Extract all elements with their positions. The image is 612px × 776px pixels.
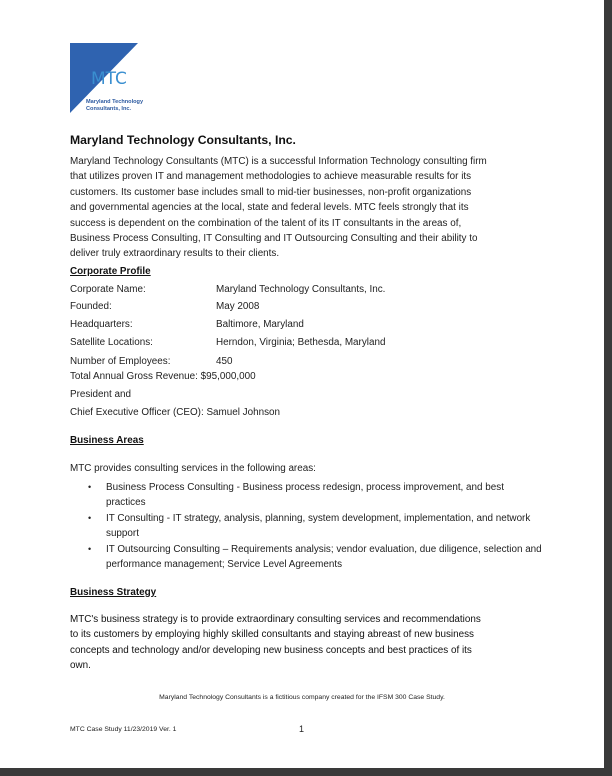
viewer-edge-bottom [0, 768, 612, 776]
intro-line: success is dependent on the combination of the talent of its IT consultants in the areas of, [70, 217, 462, 229]
business-strategy-paragraph [70, 612, 550, 674]
mtc-logo [70, 43, 170, 123]
bullet-icon: • [88, 543, 92, 554]
page-number: 1 [299, 724, 305, 734]
intro-line: Business Process Consulting, IT Consulting and IT Outsourcing Consulting and their ability to [70, 232, 478, 244]
list-item [70, 511, 550, 542]
intro-line: customers. Its customer base includes small to mid-tier businesses, non-profit organizations [70, 186, 472, 198]
strategy-line: to its customers by employing highly skilled consultants and staying abreast of new business [70, 629, 474, 641]
intro-line: and governmental agencies at the local, state and federal levels. MTC feels strongly that its [70, 202, 469, 214]
profile-label: Founded: [70, 301, 112, 312]
logo-mark: MTC [91, 69, 127, 89]
list-item [70, 480, 550, 511]
list-item-text: Business Process Consulting - Business process redesign, process improvement, and best practices [106, 482, 504, 509]
business-areas-intro: MTC provides consulting services in the following areas: [70, 463, 316, 474]
business-areas-heading: Business Areas [70, 435, 144, 446]
viewer-edge-right [604, 0, 612, 776]
profile-value: 450 [216, 356, 233, 367]
profile-value: Baltimore, Maryland [216, 319, 304, 330]
business-areas-list [70, 480, 550, 572]
list-item-text: IT Consulting - IT strategy, analysis, planning, system development, implementation, and network support [106, 512, 531, 540]
list-item [70, 542, 550, 573]
profile-value: May 2008 [216, 301, 260, 312]
president-line: President and [70, 389, 131, 400]
bullet-icon: • [88, 482, 92, 492]
footer-version: MTC Case Study 11/23/2019 Ver. 1 [70, 726, 177, 733]
corporate-profile-heading: Corporate Profile [70, 266, 151, 277]
ceo-line: Chief Executive Officer (CEO): Samuel Johnson [70, 407, 281, 418]
intro-line: that utilizes proven IT and management methodologies to achieve measurable results for its [70, 171, 472, 183]
intro-paragraph [70, 154, 540, 262]
strategy-line: MTC's business strategy is to provide extraordinary consulting services and recommendations [70, 614, 481, 625]
revenue-line: Total Annual Gross Revenue: $95,000,000 [70, 371, 256, 382]
intro-line: deliver truly extraordinary results to their clients. [70, 248, 280, 260]
profile-label: Headquarters: [70, 319, 133, 330]
profile-label: Satellite Locations: [70, 337, 153, 348]
strategy-line: concepts and technology and/or developing new business concepts and best practices of its [70, 644, 472, 656]
business-strategy-heading: Business Strategy [70, 587, 157, 598]
bullet-icon: • [88, 512, 92, 523]
profile-label: Corporate Name: [70, 284, 146, 295]
strategy-line: own. [70, 660, 91, 672]
profile-value: Herndon, Virginia; Bethesda, Maryland [216, 337, 386, 348]
logo-subtitle: Maryland Technology Consultants, Inc. [86, 99, 144, 112]
list-item-text: IT Outsourcing Consulting – Requirements analysis; vendor evaluation, due diligence, selection and performance management; Service Level Agreements [106, 543, 542, 571]
profile-value: Maryland Technology Consultants, Inc. [216, 284, 386, 295]
footer-disclaimer: Maryland Technology Consultants is a fictitious company created for the IFSM 300 Case Study. [159, 694, 445, 701]
intro-line: Maryland Technology Consultants (MTC) is a successful Information Technology consulting firm [70, 156, 487, 167]
document-title: Maryland Technology Consultants, Inc. [70, 133, 296, 147]
profile-label: Number of Employees: [70, 356, 171, 367]
